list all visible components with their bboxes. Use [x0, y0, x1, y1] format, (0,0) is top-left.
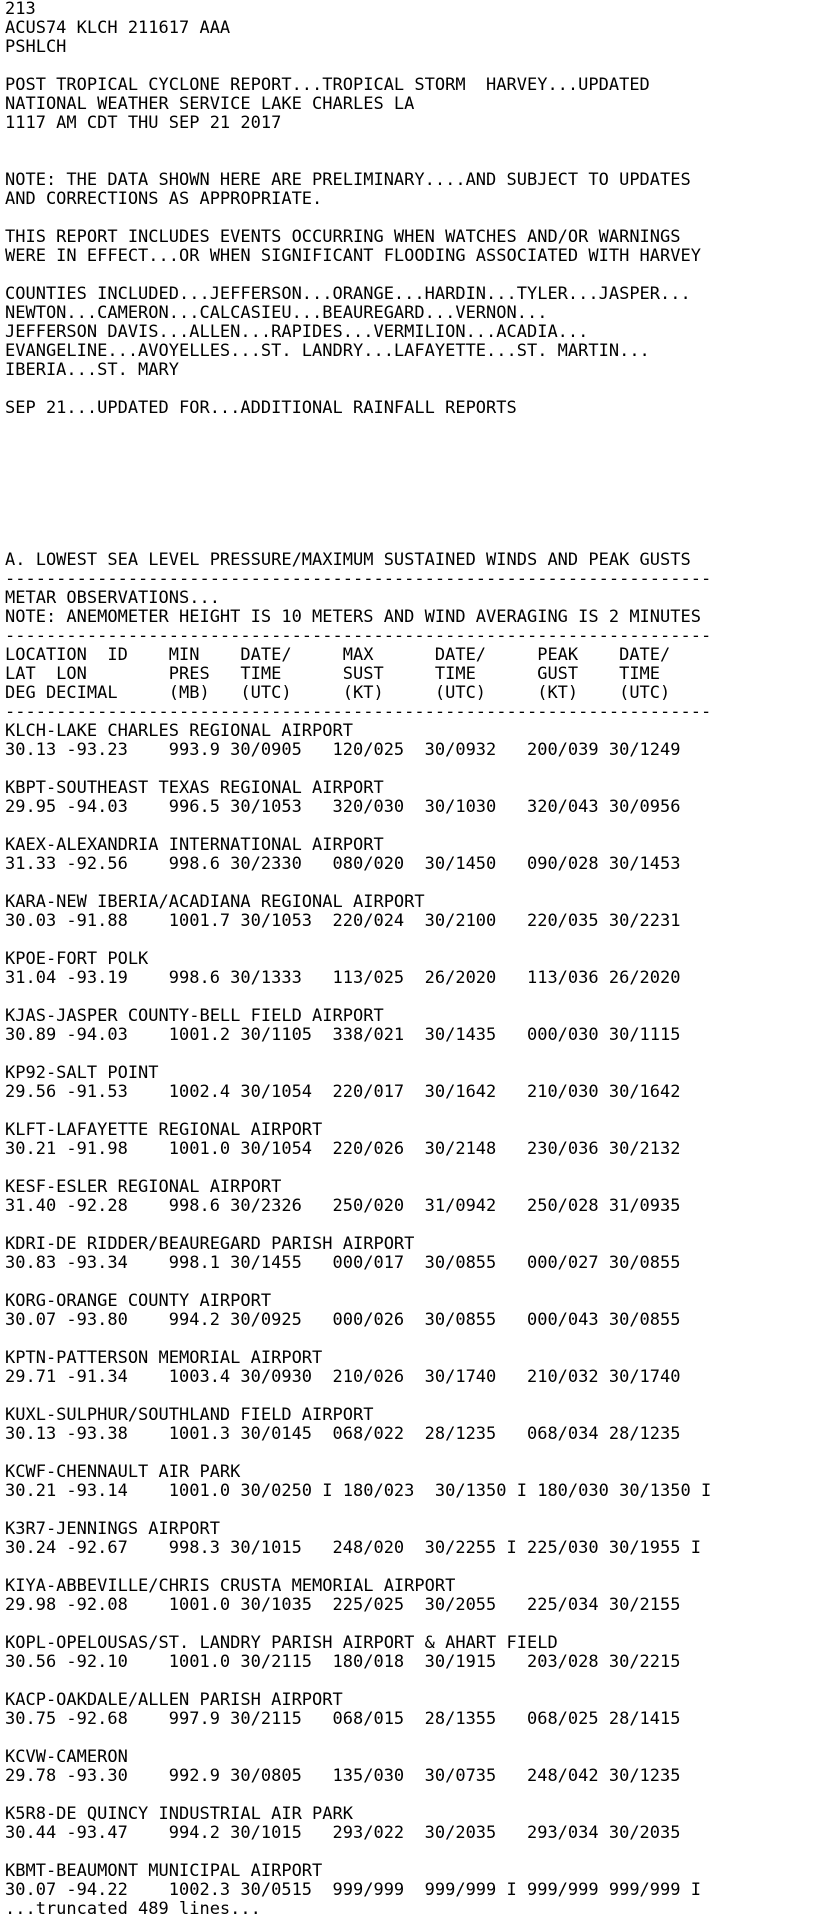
report-line: NEWTON...CAMERON...CALCASIEU...BEAUREGARD...VERNON... [5, 303, 548, 323]
report-line [5, 1159, 835, 1178]
report-line [5, 1387, 835, 1406]
report-line: 29.56 -91.53 1002.4 30/1054 220/017 30/1642 210/030 30/1642 [5, 1082, 681, 1102]
report-line: 30.21 -93.14 1001.0 30/0250 I 180/023 30/1350 I 180/030 30/1350 I [5, 1481, 712, 1501]
report-line [5, 266, 835, 285]
report-line: 213 [5, 0, 36, 19]
report-line: LAT LON PRES TIME SUST TIME GUST TIME [5, 664, 661, 684]
report-line: 31.33 -92.56 998.6 30/2330 080/020 30/1450 090/028 30/1453 [5, 854, 681, 874]
report-line [5, 152, 835, 171]
report-line [5, 1786, 835, 1805]
report-line: KPOE-FORT POLK [5, 949, 149, 969]
report-line: DEG DECIMAL (MB) (UTC) (KT) (UTC) (KT) (UTC) [5, 683, 671, 703]
report-line [5, 1102, 835, 1121]
report-line: --------------------------------------------------------------------- [5, 702, 712, 722]
report-line: IBERIA...ST. MARY [5, 360, 179, 380]
report-line [5, 418, 835, 437]
report-line [5, 532, 835, 551]
report-line: SEP 21...UPDATED FOR...ADDITIONAL RAINFALL REPORTS [5, 398, 517, 418]
report-line: 29.78 -93.30 992.9 30/0805 135/030 30/0735 248/042 30/1235 [5, 1766, 681, 1786]
report-line: KOPL-OPELOUSAS/ST. LANDRY PARISH AIRPORT & AHART FIELD [5, 1633, 558, 1653]
report-line: 30.07 -93.80 994.2 30/0925 000/026 30/0855 000/043 30/0855 [5, 1310, 681, 1330]
report-line: 30.56 -92.10 1001.0 30/2115 180/018 30/1915 203/028 30/2215 [5, 1652, 681, 1672]
report-line [5, 1615, 835, 1634]
report-line [5, 1843, 835, 1862]
report-line [5, 513, 835, 532]
report-line: KAEX-ALEXANDRIA INTERNATIONAL AIRPORT [5, 835, 384, 855]
report-line: 30.07 -94.22 1002.3 30/0515 999/999 999/999 I 999/999 999/999 I [5, 1880, 701, 1900]
report-line [5, 475, 835, 494]
report-line [5, 1045, 835, 1064]
report-line: METAR OBSERVATIONS... [5, 588, 220, 608]
report-line: 31.04 -93.19 998.6 30/1333 113/025 26/2020 113/036 26/2020 [5, 968, 681, 988]
report-line [5, 456, 835, 475]
report-line: 30.75 -92.68 997.9 30/2115 068/015 28/1355 068/025 28/1415 [5, 1709, 681, 1729]
report-line: JEFFERSON DAVIS...ALLEN...RAPIDES...VERMILION...ACADIA... [5, 322, 589, 342]
report-line: ACUS74 KLCH 211617 AAA [5, 18, 231, 38]
report-line: PSHLCH [5, 37, 67, 57]
report-line [5, 817, 835, 836]
report-line [5, 380, 835, 399]
report-line: A. LOWEST SEA LEVEL PRESSURE/MAXIMUM SUSTAINED WINDS AND PEAK GUSTS [5, 550, 691, 570]
report-line [5, 437, 835, 456]
report-line [5, 1216, 835, 1235]
report-line [5, 1729, 835, 1748]
report-line: KLFT-LAFAYETTE REGIONAL AIRPORT [5, 1120, 323, 1140]
report-line: KARA-NEW IBERIA/ACADIANA REGIONAL AIRPORT [5, 892, 425, 912]
report-line [5, 760, 835, 779]
report-line: THIS REPORT INCLUDES EVENTS OCCURRING WHEN WATCHES AND/OR WARNINGS [5, 227, 681, 247]
report-line: ...truncated 489 lines... [5, 1899, 261, 1919]
report-line [5, 57, 835, 76]
report-line [5, 209, 835, 228]
report-line [5, 1558, 835, 1577]
report-line: COUNTIES INCLUDED...JEFFERSON...ORANGE...HARDIN...TYLER...JASPER... [5, 284, 691, 304]
report-line: 31.40 -92.28 998.6 30/2326 250/020 31/0942 250/028 31/0935 [5, 1196, 681, 1216]
report-line: WERE IN EFFECT...OR WHEN SIGNIFICANT FLOODING ASSOCIATED WITH HARVEY [5, 246, 701, 266]
report-line: KCWF-CHENNAULT AIR PARK [5, 1462, 241, 1482]
report-line: 29.95 -94.03 996.5 30/1053 320/030 30/1030 320/043 30/0956 [5, 797, 681, 817]
report-line: 30.83 -93.34 998.1 30/1455 000/017 30/0855 000/027 30/0855 [5, 1253, 681, 1273]
report-line: 1117 AM CDT THU SEP 21 2017 [5, 113, 282, 133]
report-line: 30.44 -93.47 994.2 30/1015 293/022 30/2035 293/034 30/2035 [5, 1823, 681, 1843]
report-line [5, 931, 835, 950]
report-line: 30.24 -92.67 998.3 30/1015 248/020 30/2255 I 225/030 30/1955 I [5, 1538, 701, 1558]
report-line: 30.21 -91.98 1001.0 30/1054 220/026 30/2148 230/036 30/2132 [5, 1139, 681, 1159]
report-line: --------------------------------------------------------------------- [5, 626, 712, 646]
report-line: KUXL-SULPHUR/SOUTHLAND FIELD AIRPORT [5, 1405, 374, 1425]
report-line: EVANGELINE...AVOYELLES...ST. LANDRY...LAFAYETTE...ST. MARTIN... [5, 341, 650, 361]
report-line [5, 874, 835, 893]
report-line: K3R7-JENNINGS AIRPORT [5, 1519, 220, 1539]
report-line [5, 133, 835, 152]
report-line [5, 1273, 835, 1292]
report-line: KESF-ESLER REGIONAL AIRPORT [5, 1177, 282, 1197]
report-line: KIYA-ABBEVILLE/CHRIS CRUSTA MEMORIAL AIRPORT [5, 1576, 456, 1596]
report-line: 29.71 -91.34 1003.4 30/0930 210/026 30/1740 210/032 30/1740 [5, 1367, 681, 1387]
report-line: KBMT-BEAUMONT MUNICIPAL AIRPORT [5, 1861, 323, 1881]
report-line [5, 1501, 835, 1520]
report-line: KBPT-SOUTHEAST TEXAS REGIONAL AIRPORT [5, 778, 384, 798]
report-line: 30.13 -93.23 993.9 30/0905 120/025 30/0932 200/039 30/1249 [5, 740, 681, 760]
report-line [5, 1672, 835, 1691]
report-line: AND CORRECTIONS AS APPROPRIATE. [5, 189, 323, 209]
report-line: KLCH-LAKE CHARLES REGIONAL AIRPORT [5, 721, 353, 741]
report-line [5, 988, 835, 1007]
report-line: KDRI-DE RIDDER/BEAUREGARD PARISH AIRPORT [5, 1234, 415, 1254]
report-line: KPTN-PATTERSON MEMORIAL AIRPORT [5, 1348, 323, 1368]
report-line: NATIONAL WEATHER SERVICE LAKE CHARLES LA [5, 94, 415, 114]
report-line: KP92-SALT POINT [5, 1063, 159, 1083]
report-line [5, 1330, 835, 1349]
report-line [5, 1444, 835, 1463]
report-line: KCVW-CAMERON [5, 1747, 128, 1767]
report-line: --------------------------------------------------------------------- [5, 569, 712, 589]
report-line: KJAS-JASPER COUNTY-BELL FIELD AIRPORT [5, 1006, 384, 1026]
report-line: LOCATION ID MIN DATE/ MAX DATE/ PEAK DATE/ [5, 645, 671, 665]
report-line: POST TROPICAL CYCLONE REPORT...TROPICAL STORM HARVEY...UPDATED [5, 75, 650, 95]
report-line: 30.03 -91.88 1001.7 30/1053 220/024 30/2100 220/035 30/2231 [5, 911, 681, 931]
report-line: NOTE: THE DATA SHOWN HERE ARE PRELIMINARY....AND SUBJECT TO UPDATES [5, 170, 691, 190]
report-line: 29.98 -92.08 1001.0 30/1035 225/025 30/2055 225/034 30/2155 [5, 1595, 681, 1615]
report-line: KACP-OAKDALE/ALLEN PARISH AIRPORT [5, 1690, 343, 1710]
report-line [5, 494, 835, 513]
report-line: NOTE: ANEMOMETER HEIGHT IS 10 METERS AND WIND AVERAGING IS 2 MINUTES [5, 607, 701, 627]
report-line: KORG-ORANGE COUNTY AIRPORT [5, 1291, 272, 1311]
report-line: K5R8-DE QUINCY INDUSTRIAL AIR PARK [5, 1804, 353, 1824]
report-line: 30.89 -94.03 1001.2 30/1105 338/021 30/1435 000/030 30/1115 [5, 1025, 681, 1045]
report-line: 30.13 -93.38 1001.3 30/0145 068/022 28/1235 068/034 28/1235 [5, 1424, 681, 1444]
